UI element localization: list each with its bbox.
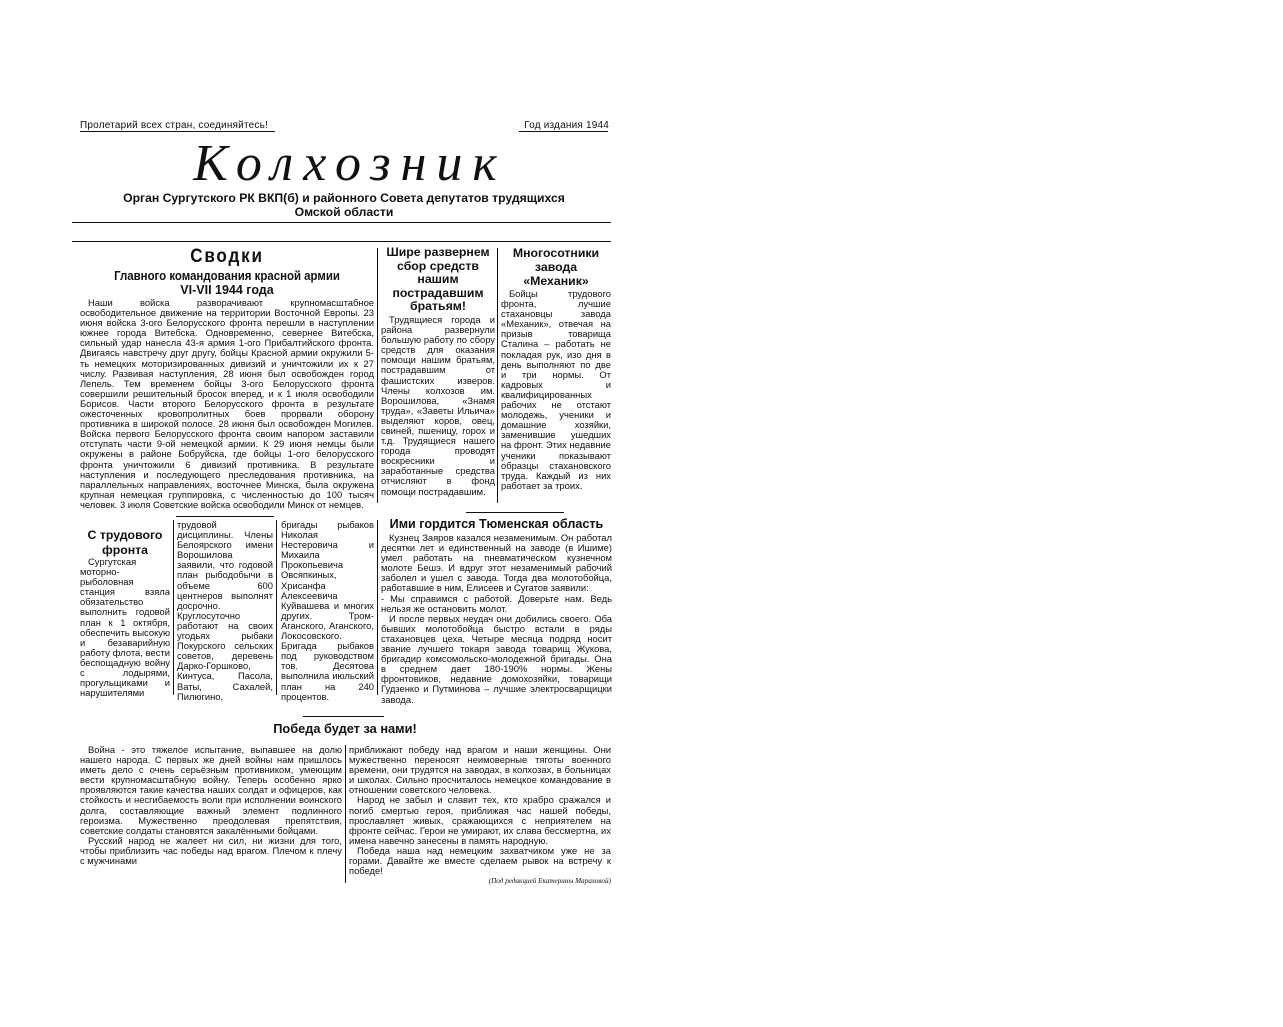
tyumen-body — [381, 533, 612, 705]
year-text: Год издания 1944 — [524, 120, 609, 131]
article-tyumen — [381, 517, 612, 705]
organ-line-1: Орган Сургутского РК ВКП(б) и районного Совета депутатов трудящихся — [123, 191, 565, 205]
tyumen-title: Ими гордится Тюменская область — [389, 517, 604, 531]
pobeda-body-left — [80, 745, 342, 866]
trud-title: С трудового фронта — [87, 528, 163, 557]
pobeda-body-right — [349, 745, 611, 876]
svodki-title: Сводки — [190, 246, 264, 267]
trud-body-2 — [177, 520, 273, 702]
separator-rule — [466, 512, 564, 513]
article-trud-col1 — [80, 528, 170, 698]
trud-body-3 — [281, 520, 374, 702]
column-rule — [377, 520, 378, 695]
trud-paragraph-3: бригады рыбаков Николая Нестеровича и Михаила Прокопьевича Овсяпкиных, Хрисанфа Алексеевича Куйвашева и многих других. Тром-Аганского, Аганского, Локосовского. Бригада рыбаков под руководством тов. Десятова выполнила июльский план на 240 процентов. — [281, 519, 374, 702]
motto-text: Пролетарий всех стран, соединяйтесь! — [80, 120, 268, 131]
article-svodki — [80, 246, 374, 510]
motto-underline — [80, 131, 275, 132]
trud-paragraph-1: Сургутская моторно-рыболовная станция взяла обязательство выполнить годовой план к 1 октября, обеспечить высокую и безаварийную работу флота, вести беспощадную войну с лодырями, прогульщиками и нарушителями — [80, 556, 170, 699]
article-pobeda-right — [349, 745, 611, 886]
tyumen-paragraph-1: Кузнец Заяров казался незаменимым. Он работал десятки лет и единственный на заводе (в Ишиме) умел работать на пневматическом кузнечном молоте Бешэ. И вдруг этот незаменимый рабочий заболел и ушел с завода. Тогда два молотобойца, работавшие в ним, Елисеев и Сугатов заявили: — [381, 532, 612, 594]
svodki-paragraph: Наши войска разворачивают крупномасштабное освободительное движение на территории Восточной Европы. 23 июня войска 3-ого Белорусского фронта перешли в наступлении южнее города Витебска. Одновременно, севернее Витебска, сильный удар нанесла 43-я армия 1-ого Прибалтийского фронта. Двигаясь навстречу друг другу, бойцы Красной армии окружили 5-ть немецких моторизированных дивизий и уничтожили их к 27 числу. Развивая наступления, 28 июня был освобожден город Лепель. Тем временем бойцы 3-ого Белорусского фронта совершили решительный бросок вперед, и к 1 июля освободили Борисов. Части второго Белорусского фронта в результате ожесточенных кровопролитных боев прорвали оборону противника в широкой полосе. 28 июня был освобожден Могилев. Войска первого Белорусского фронта своим напором заставили отступать части 9-ой немецкой армии. К 29 июня немцы были окружены в районе Бобруйска, где бойцы 1-ого белорусского фронта уничтожили 6 дивизий противника. В результате наступления и последующего преследования противника, на параллельных направлениях, восточнее Минска, была окружена крупная немецкая группировка, с численностью до 100 тысяч человек. 3 июля Советские войска освободили Минск от немцев. — [80, 297, 374, 510]
tyumen-paragraph-3: И после первых неудач они добились своего. Оба бывших молотобойца быстро встали в ряды стахановцев цеха. Четыре месяца подряд носит звание лучшего токаря завода товарищ Жукова, бригадир комсомольско-молодежной бригады. Она в среднем дает 180-190% нормы. Жены фронтовиков, недавние домохозяйки, товарищи Гудзенко и Путминова – лучшие электросварщицки завода. — [381, 612, 612, 705]
column-rule — [377, 248, 378, 503]
svodki-subtitle: Главного командования красной армии — [114, 268, 340, 283]
column-rule — [276, 520, 277, 695]
pobeda-paragraph-3: приближают победу над врагом и наши женщины. Они мужественно переносят неимоверные тяготы военного времени, они трудятся на заводах, в колхозах, в больницах и школах. Сильно просчиталось немецкое командование в отношении советского человека. — [349, 744, 611, 796]
editor-credit: (Под редакцией Екатерины Мараховой) — [488, 877, 611, 886]
pobeda-title: Победа будет за нами! — [273, 721, 417, 736]
article-trud-col3 — [281, 520, 374, 702]
article-pobeda-left — [80, 745, 342, 866]
organ-line — [80, 191, 608, 219]
trud-body-1 — [80, 557, 170, 698]
pobeda-paragraph-1: Война - это тяжелое испытание, выпавшее на долю нашего народа. С первых же дней войны нам пришлось иметь дело с очень серьёзным противником, умеющим вести крупномасштабную войну. Теперь особенно ярко проявляются такие качества наших солдат и офицеров, как стойкость и несгибаемость воли при исполнении воинского долга, составляющие важный элемент подлинного героизма. Мужественно преодолевая препятствия, советские солдаты становятся закалёнными бойцами. — [80, 744, 342, 836]
shire-title: Шире развернем сбор средств нашим пострадавшим братьям! — [386, 245, 490, 314]
masthead-rule-2 — [72, 241, 611, 242]
article-mekhanik — [501, 246, 611, 491]
separator-rule — [176, 516, 274, 517]
pobeda-paragraph-4: Народ не забыл и славит тех, кто храбро сражался и погиб смертью героя, приближая час нашей победы, прославляет живых, сражающихся с неприятелем на фронте сейчас. Герои не умирают, их слава бессмертна, их имена навечно занесены в память народную. — [349, 794, 611, 846]
masthead-rule-1 — [72, 222, 611, 223]
shire-body — [381, 315, 495, 497]
column-rule — [173, 520, 174, 695]
svodki-date: VI-VII 1944 года — [180, 283, 274, 297]
trud-paragraph-2: трудовой дисциплины. Члены Белоярского имени Ворошилова заявили, что годовой план рыбодобычи в объеме 600 центнеров выполнят досрочно. Круглосуточно работают на своих угодьях рыбаки Покурского сельских советов, деревень Дарко-Горшково, Кинтуса, Пасола, Ваты, Сахалей, Пилюгино, — [177, 519, 273, 702]
article-trud-col2 — [177, 520, 273, 702]
svodki-body — [80, 298, 374, 510]
mekhanik-title: Многосотники завода «Механик» — [512, 246, 600, 288]
article-shire — [381, 246, 495, 497]
motto — [80, 120, 276, 131]
column-rule — [497, 248, 498, 503]
tyumen-paragraph-2: - Мы справимся с работой. Доверьте нам. Ведь нельзя же остановить молот. — [381, 592, 612, 614]
pobeda-paragraph-5: Победа наша над немецким захватчиком уже не за горами. Давайте же вместе сделаем рывок на встречу к победе! — [349, 844, 611, 877]
year-underline — [519, 131, 608, 132]
publication-year — [519, 120, 609, 131]
shire-paragraph: Трудящиеся города и района развернули большую работу по сбору средств для оказания помощи нашим братьям, пострадавшим от фашистских изверов. Члены колхозов им. Ворошилова, «Знамя труда», «Заветы Ильича» выделяют коров, овец, свиней, пшеницу, горох и т.д. Трудящиеся нашего города проводят воскресники и заработанные средства отчисляют в фонд помощи пострадавшим. — [381, 313, 495, 497]
separator-rule — [303, 716, 384, 717]
column-rule — [345, 745, 346, 883]
pobeda-paragraph-2: Русский народ не жалеет ни сил, ни жизни для того, чтобы приблизить час победы над врагом. Плечом к плечу с мужчинами — [80, 834, 342, 867]
mekhanik-paragraph: Бойцы трудового фронта, лучшие стахановцы завода «Механик», отвечая на призыв товарища Сталина – работать не покладая рук, изо дня в день выполняют по две и три нормы. От кадровых и квалифицированных рабочих не отстают молодежь, ученики и домашние хозяйки, заменившие ушедших на фронт. Этих недавние ученики показывают образцы стахановского труда. Каждый из них работает за троих. — [501, 288, 611, 491]
organ-line-2: Омской области — [294, 205, 394, 219]
newspaper-title: Колхозник — [193, 135, 507, 192]
mekhanik-body — [501, 289, 611, 491]
